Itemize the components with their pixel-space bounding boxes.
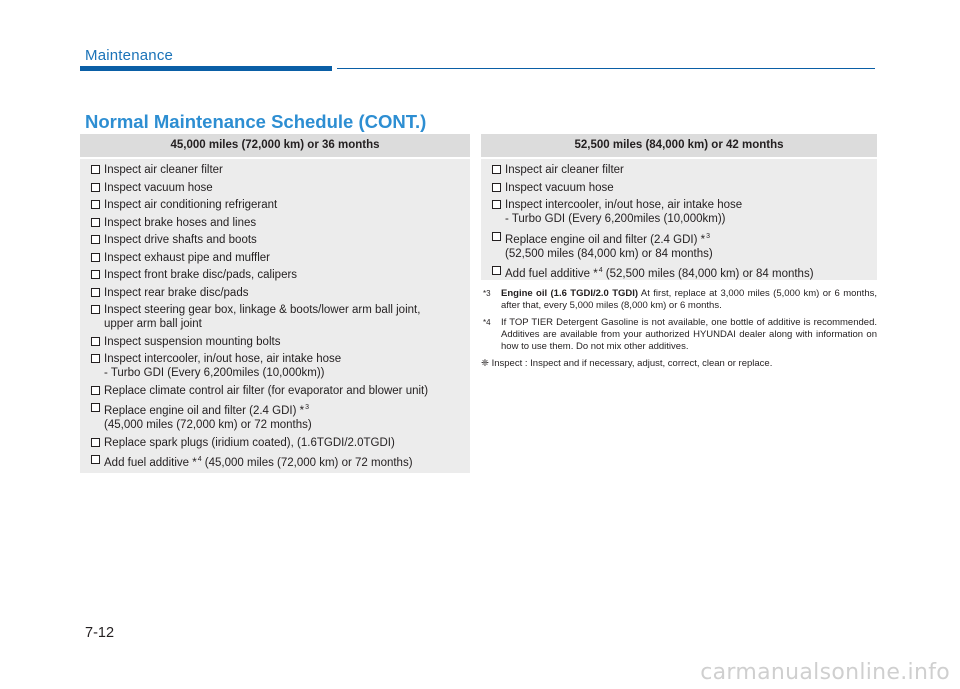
checkbox-icon (91, 235, 100, 244)
item-text-after: (52,500 miles (84,000 km) or 84 months) (602, 268, 814, 280)
item-text: Add fuel additive * (104, 457, 197, 469)
checklist-item (481, 264, 877, 281)
footnote-3 (481, 288, 877, 312)
item-text-after: (45,000 miles (72,000 km) or 72 months) (201, 457, 413, 469)
checklist-item (80, 453, 470, 470)
checklist-item (80, 268, 470, 282)
checklist (80, 159, 470, 478)
checkbox-icon (91, 218, 100, 227)
watermark: carmanualsonline.info (700, 660, 950, 685)
footnote-mark: *4 (483, 318, 491, 327)
inspect-note: ❈ Inspect : Inspect and if necessary, adjust, correct, clean or replace. (481, 358, 773, 369)
checkbox-icon (91, 386, 100, 395)
item-text: Add fuel additive * (505, 268, 598, 280)
checkbox-icon (91, 165, 100, 174)
checklist-item (481, 163, 877, 177)
item-text: Inspect intercooler, in/out hose, air intake hose (505, 199, 743, 211)
footnote-text: At first, replace at 3,000 miles (5,000 km) or 6 months, after that, every 5,000 miles (8,000 km) or 6 months. (501, 288, 877, 311)
checkbox-icon (91, 455, 100, 464)
checklist-item (80, 198, 470, 212)
item-subtext: upper arm ball joint (104, 318, 202, 330)
checklist (481, 159, 877, 289)
checklist-item (80, 352, 470, 380)
item-text: Inspect intercooler, in/out hose, air intake hose (104, 353, 342, 365)
item-text: Replace engine oil and filter (2.4 GDI) * (505, 233, 706, 246)
checkbox-icon (91, 438, 100, 447)
item-text: Inspect suspension mounting bolts (104, 335, 281, 348)
checkbox-icon (492, 183, 501, 192)
checklist-item (80, 335, 470, 349)
item-text: Replace spark plugs (iridium coated), (1.6TGDI/2.0TGDI) (104, 436, 395, 449)
checkbox-icon (91, 403, 100, 412)
section-title: Maintenance (85, 47, 174, 64)
footnote-4 (481, 317, 877, 353)
checklist-item (80, 216, 470, 230)
checklist-item (481, 181, 877, 195)
footnote-ref: 4 (197, 456, 202, 463)
box-heading: 45,000 miles (72,000 km) or 36 months (80, 134, 470, 159)
checklist-item (481, 230, 877, 261)
checklist-item (80, 163, 470, 177)
checklist-item (80, 181, 470, 195)
checklist-item (80, 251, 470, 265)
checkbox-icon (91, 305, 100, 314)
item-text: Inspect vacuum hose (505, 181, 614, 194)
item-text: Inspect air cleaner filter (505, 164, 624, 176)
item-text: Inspect rear brake disc/pads (104, 286, 249, 299)
checkbox-icon (492, 200, 501, 209)
header-bar (80, 66, 332, 71)
footnote-ref: 3 (305, 404, 309, 411)
footnote-bold: Engine oil (1.6 TGDI/2.0 TGDI) (501, 288, 639, 299)
item-subtext: (52,500 miles (84,000 km) or 84 months) (505, 247, 713, 260)
checkbox-icon (492, 266, 501, 275)
box-heading: 52,500 miles (84,000 km) or 42 months (481, 134, 877, 159)
checklist-item (80, 436, 470, 450)
item-text: Inspect vacuum hose (104, 181, 213, 194)
checkbox-icon (492, 232, 501, 241)
checkbox-icon (91, 270, 100, 279)
checkbox-icon (91, 183, 100, 192)
checklist-item (80, 384, 470, 398)
footnote-ref: 3 (706, 232, 710, 240)
footnotes (481, 288, 877, 375)
checklist-item (80, 401, 470, 432)
item-text: Inspect front brake disc/pads, calipers (104, 269, 298, 281)
checklist-item (80, 303, 470, 331)
checklist-item (481, 198, 877, 226)
checklist-item (80, 286, 470, 300)
checkbox-icon (91, 288, 100, 297)
footnote-text: If TOP TIER Detergent Gasoline is not available, one bottle of additive is recommended. Additives are available from your authorized HYUNDAI dealer along with information on how to use them. Do not mix other additives. (501, 317, 877, 352)
checkbox-icon (91, 337, 100, 346)
item-text: Inspect brake hoses and lines (104, 216, 257, 229)
page-title: Normal Maintenance Schedule (CONT.) (85, 111, 427, 132)
item-subtext: - Turbo GDI (Every 6,200miles (10,000km)) (505, 213, 726, 225)
item-text: Inspect drive shafts and boots (104, 234, 257, 246)
item-text: Inspect exhaust pipe and muffler (104, 251, 271, 264)
item-text: Replace engine oil and filter (2.4 GDI) * (104, 405, 305, 417)
checklist-item (80, 233, 470, 247)
item-text: Inspect air cleaner filter (104, 164, 223, 176)
header-rule (337, 68, 875, 69)
footnote-ref: 4 (598, 267, 603, 274)
footnote-mark: *3 (483, 289, 491, 298)
checkbox-icon (492, 165, 501, 174)
schedule-box-52500 (481, 134, 877, 280)
item-text: Inspect air conditioning refrigerant (104, 199, 278, 211)
schedule-box-45000 (80, 134, 470, 473)
item-subtext: - Turbo GDI (Every 6,200miles (10,000km)) (104, 367, 325, 379)
page-number: 7-12 (85, 625, 115, 641)
checkbox-icon (91, 253, 100, 262)
item-subtext: (45,000 miles (72,000 km) or 72 months) (104, 419, 312, 431)
checkbox-icon (91, 354, 100, 363)
checkbox-icon (91, 200, 100, 209)
item-text: Replace climate control air filter (for evaporator and blower unit) (104, 384, 429, 397)
item-text: Inspect steering gear box, linkage & boots/lower arm ball joint, (104, 304, 421, 316)
